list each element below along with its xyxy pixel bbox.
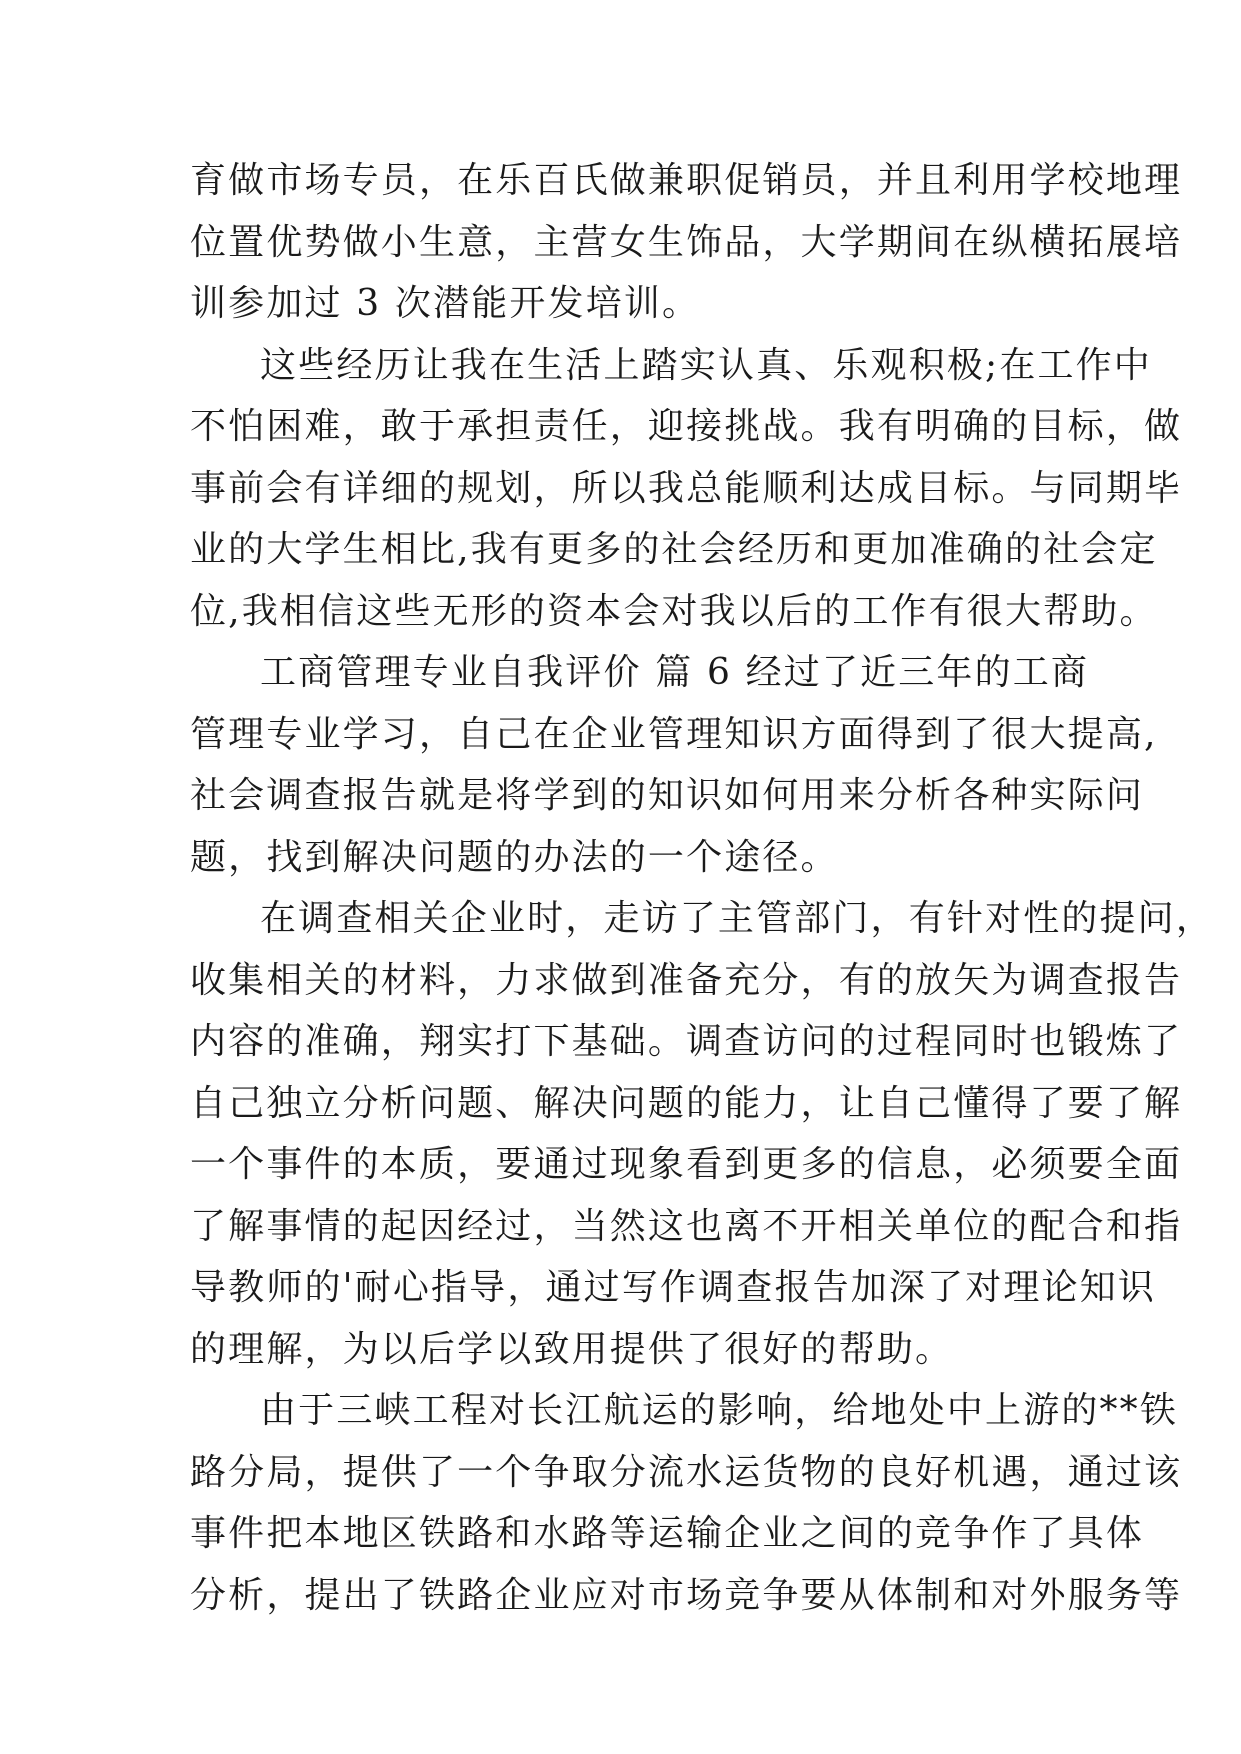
paragraph-first-line: 在调查相关企业时，走访了主管部门，有针对性的提问， (260, 898, 1215, 939)
text-line: 管理专业学习，自己在企业管理知识方面得到了很大提高, (190, 713, 1158, 755)
text-line: 位,我相信这些无形的资本会对我以后的工作有很大帮助。 (190, 590, 1158, 632)
text-line: 业的大学生相比,我有更多的社会经历和更加准确的社会定 (190, 529, 1158, 570)
text-line: 育做市场专员，在乐百氏做兼职促销员，并且利用学校地理 (190, 160, 1183, 201)
paragraph-first-line: 这些经历让我在生活上踏实认真、乐观积极;在工作中 (260, 344, 1152, 386)
text-line: 社会调查报告就是将学到的知识如何用来分析各种实际问 (190, 775, 1145, 816)
text-line: 事前会有详细的规划，所以我总能顺利达成目标。与同期毕 (190, 467, 1183, 509)
document-body (190, 150, 1215, 1626)
text-line: 训参加过 3 次潜能开发培训。 (190, 283, 701, 324)
text-line: 路分局，提供了一个争取分流水运货物的良好机遇，通过该 (190, 1451, 1183, 1493)
text-line: 不怕困难，敢于承担责任，迎接挑战。我有明确的目标，做 (190, 406, 1183, 447)
text-line: 一个事件的本质，要通过现象看到更多的信息，必须要全面 (190, 1144, 1183, 1185)
text-line: 位置优势做小生意，主营女生饰品，大学期间在纵横拓展培 (190, 221, 1183, 263)
text-line: 的理解，为以后学以致用提供了很好的帮助。 (190, 1328, 954, 1370)
text-line: 收集相关的材料，力求做到准备充分，有的放矢为调查报告 (190, 959, 1183, 1001)
text-line: 分析，提出了铁路企业应对市场竞争要从体制和对外服务等 (190, 1574, 1183, 1616)
text-line: 题，找到解决问题的办法的一个途径。 (190, 836, 839, 878)
text-line: 自己独立分析问题、解决问题的能力，让自己懂得了要了解 (190, 1082, 1183, 1124)
text-line: 了解事情的起因经过，当然这也离不开相关单位的配合和指 (190, 1205, 1183, 1247)
text-line: 导教师的'耐心指导，通过写作调查报告加深了对理论知识 (190, 1267, 1157, 1308)
text-line: 事件把本地区铁路和水路等运输企业之间的竞争作了具体 (190, 1513, 1145, 1554)
text-line: 内容的准确，翔实打下基础。调查访问的过程同时也锻炼了 (190, 1021, 1183, 1062)
paragraph-first-line: 由于三峡工程对长江航运的影响，给地处中上游的**铁 (260, 1390, 1179, 1431)
section-heading-line: 工商管理专业自我评价 篇 6 经过了近三年的工商 (260, 652, 1090, 693)
